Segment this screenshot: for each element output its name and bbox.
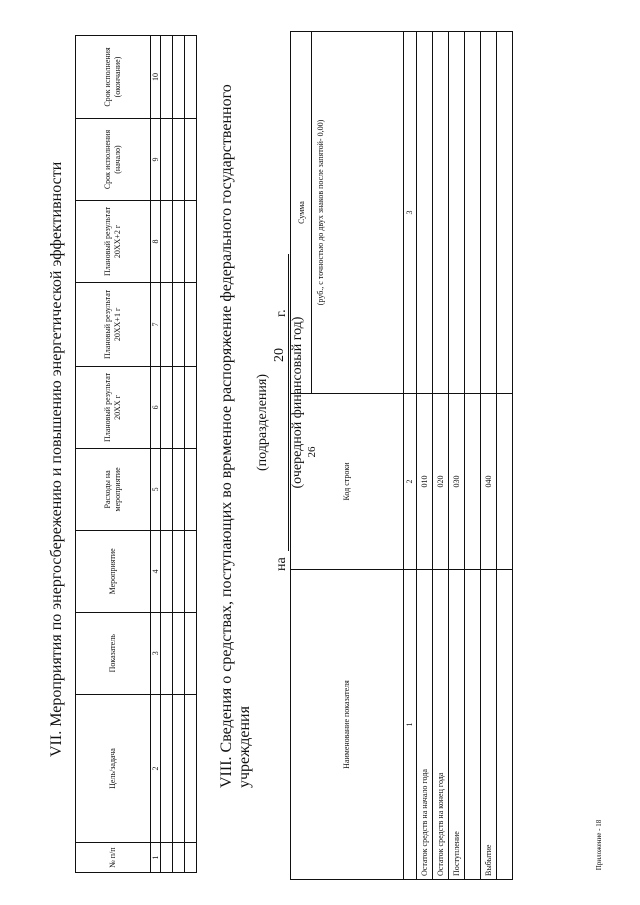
column-number: 8 — [151, 200, 161, 282]
sum-unit: (руб., с точностью до двух знаков после запятой- 0,00) — [311, 32, 330, 393]
table-cell — [185, 366, 197, 448]
column-number: 2 — [151, 694, 161, 843]
sum-title: Сумма — [297, 201, 306, 224]
col-header-plan-year-1: Плановый результат 20XX+1 г — [76, 282, 151, 366]
table-row — [465, 32, 481, 880]
footer-note: Приложение - 18 — [595, 819, 603, 871]
col-header-start: Срок исполнения (начало) — [76, 119, 151, 201]
row-sum — [465, 32, 481, 394]
table-cell — [161, 119, 173, 201]
table-row — [417, 32, 433, 880]
page-number: 26 — [306, 446, 318, 458]
table-cell — [173, 843, 185, 873]
year-suffix: г. — [274, 309, 289, 317]
table-cell — [185, 282, 197, 366]
table-row — [433, 32, 449, 880]
table-cell — [161, 612, 173, 694]
row-code — [497, 394, 513, 570]
table-row — [449, 32, 465, 880]
column-numbers-row — [151, 36, 161, 873]
col-header-num: № п/п — [76, 843, 151, 873]
table-cell — [173, 36, 185, 119]
column-number: 1 — [404, 570, 417, 880]
table-cell — [161, 843, 173, 873]
section-8-subtitle: (подразделения) — [255, 374, 270, 471]
row-code: 020 — [433, 394, 449, 570]
table-cell — [185, 119, 197, 201]
table-cell — [185, 448, 197, 530]
row-sum — [497, 32, 513, 394]
year-prefix: 20 — [272, 348, 287, 362]
table-cell — [173, 448, 185, 530]
period-blank-line — [288, 254, 289, 551]
col-header-end: Срок исполнения (окончание) — [76, 36, 151, 119]
period-prefix: на — [274, 557, 289, 571]
row-sum — [449, 32, 465, 394]
col-header-costs: Расходы на мероприятие — [76, 448, 151, 530]
column-number: 4 — [151, 530, 161, 612]
section-7 — [48, 35, 197, 880]
col-header-name: Наименование показателя — [291, 570, 404, 880]
section-8-table-wrap — [290, 32, 513, 880]
table-cell — [161, 448, 173, 530]
table-row — [481, 32, 497, 880]
table-cell — [173, 694, 185, 843]
table-cell — [161, 530, 173, 612]
col-header-plan-year-2: Плановый результат 20XX+2 г — [76, 200, 151, 282]
table-cell — [161, 366, 173, 448]
period-caption: (очередной финансовый год) — [290, 316, 305, 489]
table-row — [185, 36, 197, 873]
row-code: 030 — [449, 394, 465, 570]
table-cell — [185, 843, 197, 873]
table-cell — [173, 200, 185, 282]
table-cell — [161, 282, 173, 366]
row-name: Выбытие — [481, 570, 497, 880]
col-header-measure: Мероприятие — [76, 530, 151, 612]
row-name — [465, 570, 481, 880]
row-name — [497, 570, 513, 880]
table-cell — [185, 694, 197, 843]
row-code: 010 — [417, 394, 433, 570]
table-cell — [173, 366, 185, 448]
column-number: 3 — [151, 612, 161, 694]
column-number: 5 — [151, 448, 161, 530]
table-cell — [173, 612, 185, 694]
table-row — [161, 36, 173, 873]
section-8-title: VIII. Сведения о средствах, поступающих во временное распоряжение федерального государственного учреждения — [218, 84, 253, 788]
col-header-plan-year: Плановый результат 20XX г — [76, 366, 151, 448]
column-number: 2 — [404, 394, 417, 570]
row-code: 040 — [481, 394, 497, 570]
table-row — [497, 32, 513, 880]
row-name: Остаток средств на начало года — [417, 570, 433, 880]
table-cell — [173, 282, 185, 366]
row-name: Поступление — [449, 570, 465, 880]
column-number: 10 — [151, 36, 161, 119]
table-cell — [161, 200, 173, 282]
temporary-funds-table — [290, 31, 513, 880]
column-number: 7 — [151, 282, 161, 366]
row-sum — [433, 32, 449, 394]
table-cell — [185, 200, 197, 282]
table-cell — [173, 119, 185, 201]
column-numbers-row — [404, 32, 417, 880]
col-header-goal: Цель/задача — [76, 694, 151, 843]
column-number: 3 — [404, 32, 417, 394]
table-cell — [161, 694, 173, 843]
col-header-code: Код строки — [291, 394, 404, 570]
energy-measures-table — [75, 35, 197, 873]
section-7-title: VII. Мероприятия по энергосбережению и повышению энергетической эффективности — [48, 161, 65, 757]
col-header-indicator: Показатель — [76, 612, 151, 694]
col-header-sum — [291, 32, 404, 394]
table-cell — [161, 36, 173, 119]
column-number: 1 — [151, 843, 161, 873]
table-cell — [185, 530, 197, 612]
row-sum — [481, 32, 497, 394]
table-cell — [185, 36, 197, 119]
row-name: Остаток средств на конец года — [433, 570, 449, 880]
table-cell — [173, 530, 185, 612]
column-number: 9 — [151, 119, 161, 201]
column-number: 6 — [151, 366, 161, 448]
table-row — [173, 36, 185, 873]
year-blank-line — [288, 323, 289, 343]
row-code — [465, 394, 481, 570]
row-sum — [417, 32, 433, 394]
table-cell — [185, 612, 197, 694]
